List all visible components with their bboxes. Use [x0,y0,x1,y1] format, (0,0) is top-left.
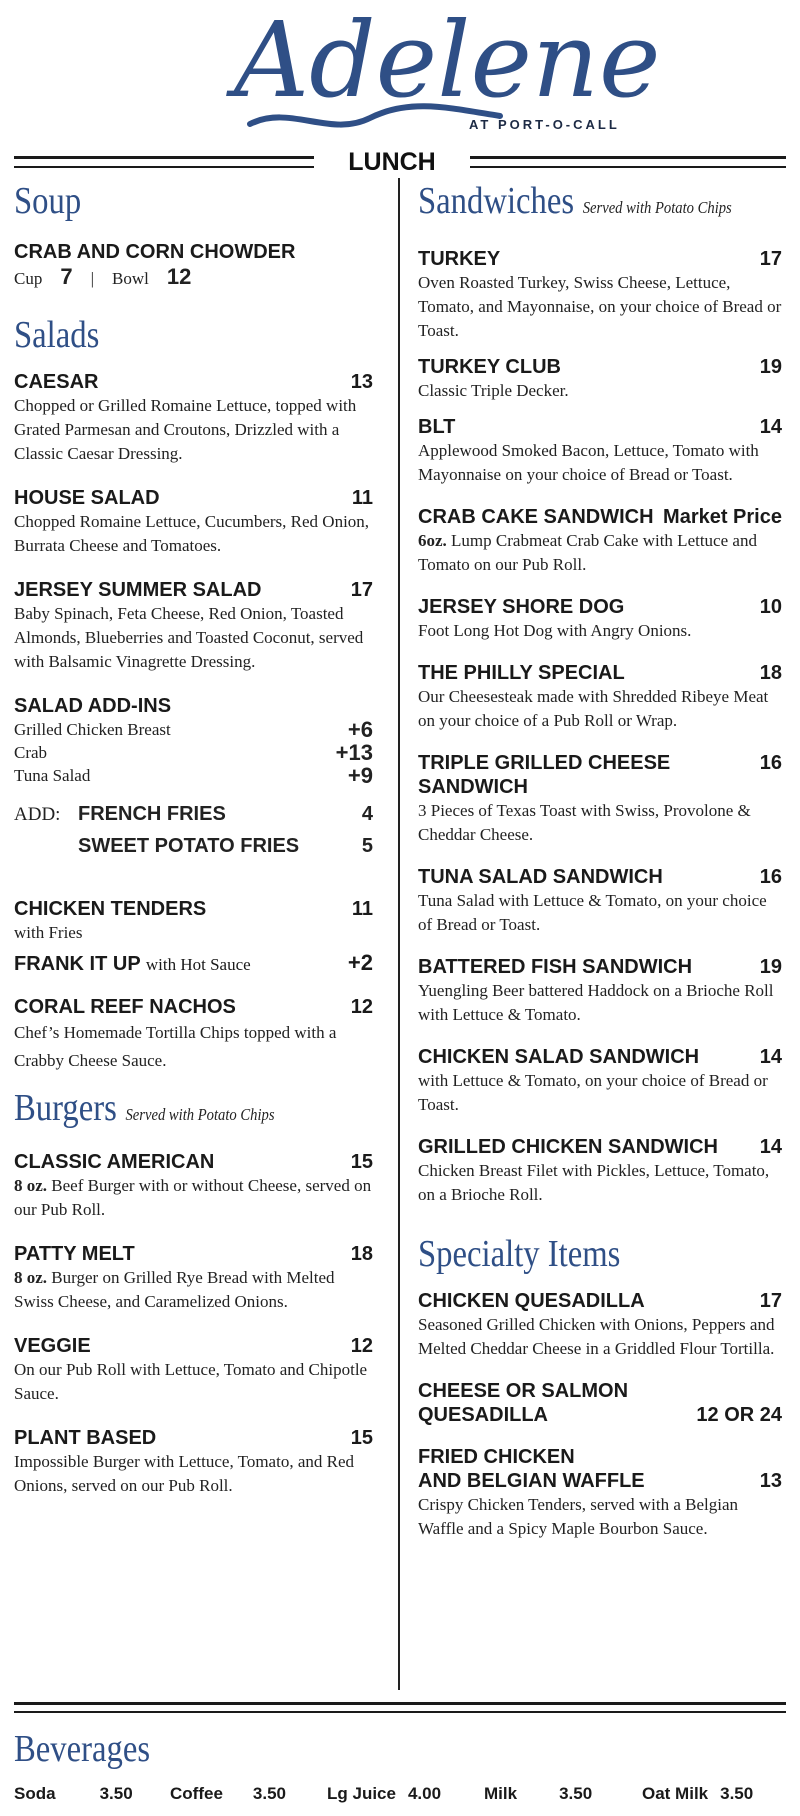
item-desc: On our Pub Roll with Lettuce, Tomato and Chipotle Sauce. [14,1360,368,1403]
menu-item-chowder [14,240,373,292]
item-price: 13 [350,371,373,393]
menu-item: FRIED CHICKEN AND BELGIAN WAFFLE 13 Crispy Chicken Tenders, served with a Belgian Waffle and a Spicy Maple Bourbon Sauce. [418,1445,782,1541]
menu-item: CHICKEN SALAD SANDWICH 14 with Lettuce & Tomato, on your choice of Bread or Toast. [418,1045,782,1117]
item-price: 14 [759,1136,782,1158]
item-price: 17 [759,1290,782,1312]
menu-item: CAESAR 13 Chopped or Grilled Romaine Lettuce, topped with Grated Parmesan and Croutons, Drizzled with a Classic Caesar Dressing. [14,370,373,466]
menu-item: BLT 14 Applewood Smoked Bacon, Lettuce, Tomato with Mayonnaise on your choice of Bread or Toast. [418,415,782,487]
item-desc: Chef’s Homemade Tortilla Chips topped with a Crabby Cheese Sauce. [14,1023,337,1070]
addin-row: Tuna Salad +9 [14,763,373,788]
menu-item: TURKEY CLUB 19 Classic Triple Decker. [418,355,782,403]
item-price: 17 [350,579,373,601]
menu-item: CLASSIC AMERICAN 15 8 oz. Beef Burger with or without Cheese, served on our Pub Roll. [14,1150,373,1222]
item-price: +2 [347,950,373,975]
section-title-beverages: Beverages [14,1728,151,1770]
item-desc: Chopped Romaine Lettuce, Cucumbers, Red Onion, Burrata Cheese and Tomatoes. [14,512,370,555]
menu-item: HOUSE SALAD 11 Chopped Romaine Lettuce, Cucumbers, Red Onion, Burrata Cheese and Tomatoes. [14,486,373,558]
menu-item: CRAB CAKE SANDWICH Market Price 6oz. Lump Crabmeat Crab Cake with Lettuce and Tomato on our Pub Roll. [418,505,782,577]
cup-price: 7 [60,264,73,289]
item-desc: Chicken Breast Filet with Pickles, Lettuce, Tomato, on a Brioche Roll. [418,1161,770,1204]
beverage-item: Lg Juice 4.00 [327,1784,442,1803]
cup-bowl-row: Cup 7 | Bowl 12 [14,264,192,289]
addin-row: Crab +13 [14,740,373,765]
section-title-soup: Soup [14,180,82,222]
right-column [418,180,782,1541]
item-desc: with Fries [14,923,83,942]
logo-subtitle: AT PORT-O-CALL [469,117,620,132]
add-row: SWEET POTATO FRIES 5 [78,835,373,857]
item-price: 19 [759,956,782,978]
menu-item: PATTY MELT 18 8 oz. Burger on Grilled Rye Bread with Melted Swiss Cheese, and Caramelized Onions. [14,1242,373,1314]
menu-item: TRIPLE GRILLED CHEESE SANDWICH 16 3 Pieces of Texas Toast with Swiss, Provolone & Cheddar Cheese. [418,751,782,847]
beverage-item: Coffee 3.50 [170,1784,286,1803]
add-sides [14,799,373,863]
beverage-item: Milk 3.50 [484,1784,593,1803]
item-price: 15 [350,1151,373,1173]
left-column [14,180,373,1498]
header-rule-right [470,156,786,168]
item-desc: Seasoned Grilled Chicken with Onions, Peppers and Melted Cheddar Cheese in a Griddled Flour Tortilla. [418,1315,775,1358]
section-title-sandwiches: Sandwiches Served with Potato Chips [418,180,732,222]
item-price: 17 [759,248,782,270]
menu-item: CHICKEN QUESADILLA 17 Seasoned Grilled Chicken with Onions, Peppers and Melted Cheddar Cheese in a Griddled Flour Tortilla. [418,1289,782,1361]
section-title-salads: Salads [14,314,100,356]
item-desc: Classic Triple Decker. [418,381,569,400]
item-price: 14 [759,1046,782,1068]
add-row: ADD: FRENCH FRIES 4 [14,799,373,831]
menu-item-frank: FRANK IT UP with Hot Sauce +2 [14,950,373,975]
menu-item: TUNA SALAD SANDWICH 16 Tuna Salad with Lettuce & Tomato, on your choice of Bread or Toast. [418,865,782,937]
add-label: ADD: [14,804,61,825]
section-title-specialty: Specialty Items [418,1233,621,1275]
item-desc: 8 oz. Burger on Grilled Rye Bread with Melted Swiss Cheese, and Caramelized Onions. [14,1268,335,1311]
logo-text: Adelene [234,0,661,121]
item-head: CRAB AND CORN CHOWDER [14,241,296,263]
item-desc: Yuengling Beer battered Haddock on a Brioche Roll with Lettuce & Tomato. [418,981,774,1024]
beverage-item: Oat Milk 3.50 [642,1784,754,1803]
item-desc: Foot Long Hot Dog with Angry Onions. [418,621,692,640]
item-price: 14 [759,416,782,438]
section-title-burgers: Burgers Served with Potato Chips [14,1087,275,1129]
beverages-rule [14,1702,786,1713]
beverage-item: Soda 3.50 [14,1784,133,1803]
menu-item: THE PHILLY SPECIAL 18 Our Cheesesteak made with Shredded Ribeye Meat on your choice of a Pub Roll or Wrap. [418,661,782,733]
item-desc: Chopped or Grilled Romaine Lettuce, topped with Grated Parmesan and Croutons, Drizzled with a Classic Caesar Dressing. [14,396,357,463]
item-desc: Applewood Smoked Bacon, Lettuce, Tomato with Mayonnaise on your choice of Bread or Toast. [418,441,759,484]
item-price: 16 [759,752,782,774]
menu-item: JERSEY SHORE DOG 10 Foot Long Hot Dog with Angry Onions. [418,595,782,643]
menu-header [14,148,786,178]
item-price: 11 [351,487,373,509]
menu-item: CHICKEN TENDERS 11 with Fries [14,897,373,945]
addin-row: Grilled Chicken Breast +6 [14,717,373,742]
menu-item: PLANT BASED 15 Impossible Burger with Lettuce, Tomato, and Red Onions, served on our Pub Roll. [14,1426,373,1498]
salad-addins: SALAD ADD-INS Grilled Chicken Breast +6 Crab +13 Tuna Salad +9 [14,695,373,788]
item-price: 12 [350,996,373,1018]
item-price: 19 [759,356,782,378]
menu-item: VEGGIE 12 On our Pub Roll with Lettuce, Tomato and Chipotle Sauce. [14,1334,373,1406]
item-price: 13 [759,1470,782,1492]
item-price: 11 [351,898,373,920]
item-price: 12 [350,1335,373,1357]
menu-item: JERSEY SUMMER SALAD 17 Baby Spinach, Feta Cheese, Red Onion, Toasted Almonds, Blueberries and Toasted Coconut, served with Balsamic Vinagrette Dressing. [14,578,373,674]
item-desc: 3 Pieces of Texas Toast with Swiss, Provolone & Cheddar Cheese. [418,801,751,844]
logo [0,0,800,150]
bowl-price: 12 [166,264,192,289]
item-desc: Tuna Salad with Lettuce & Tomato, on your choice of Bread or Toast. [418,891,767,934]
item-price: 10 [759,596,782,618]
menu-item: GRILLED CHICKEN SANDWICH 14 Chicken Breast Filet with Pickles, Lettuce, Tomato, on a Brioche Roll. [418,1135,782,1207]
item-price: 18 [350,1243,373,1265]
item-desc: Crispy Chicken Tenders, served with a Belgian Waffle and a Spicy Maple Bourbon Sauce. [418,1495,739,1538]
item-price: 12 OR 24 [696,1404,782,1426]
item-desc: Our Cheesesteak made with Shredded Ribeye Meat on your choice of a Pub Roll or Wrap. [418,687,769,730]
item-desc: Baby Spinach, Feta Cheese, Red Onion, Toasted Almonds, Blueberries and Toasted Coconut, served with Balsamic Vinagrette Dressing. [14,604,364,671]
item-desc: 6oz. Lump Crabmeat Crab Cake with Lettuce and Tomato on our Pub Roll. [418,531,757,574]
item-desc: Impossible Burger with Lettuce, Tomato, and Red Onions, served on our Pub Roll. [14,1452,355,1495]
menu-item: CORAL REEF NACHOS 12 Chef’s Homemade Tortilla Chips topped with a Crabby Cheese Sauce. [14,995,373,1075]
item-desc: 8 oz. Beef Burger with or without Cheese, served on our Pub Roll. [14,1176,372,1219]
menu-title: LUNCH [348,148,436,176]
column-divider [398,178,400,1690]
item-price: 16 [759,866,782,888]
item-price: 15 [350,1427,373,1449]
header-rule-left [14,156,314,168]
menu-item: CHEESE OR SALMON QUESADILLA 12 OR 24 [418,1380,782,1426]
beverages-row [14,1784,786,1810]
menu-item: TURKEY 17 Oven Roasted Turkey, Swiss Cheese, Lettuce, Tomato, and Mayonnaise, on your choice of Bread or Toast. [418,247,782,343]
item-price: Market Price [663,506,782,528]
item-price: 18 [759,662,782,684]
item-desc: with Lettuce & Tomato, on your choice of Bread or Toast. [418,1071,768,1114]
menu-item: BATTERED FISH SANDWICH 19 Yuengling Beer battered Haddock on a Brioche Roll with Lettuce & Tomato. [418,955,782,1027]
item-desc: Oven Roasted Turkey, Swiss Cheese, Lettuce, Tomato, and Mayonnaise, on your choice of Bread or Toast. [418,273,782,340]
